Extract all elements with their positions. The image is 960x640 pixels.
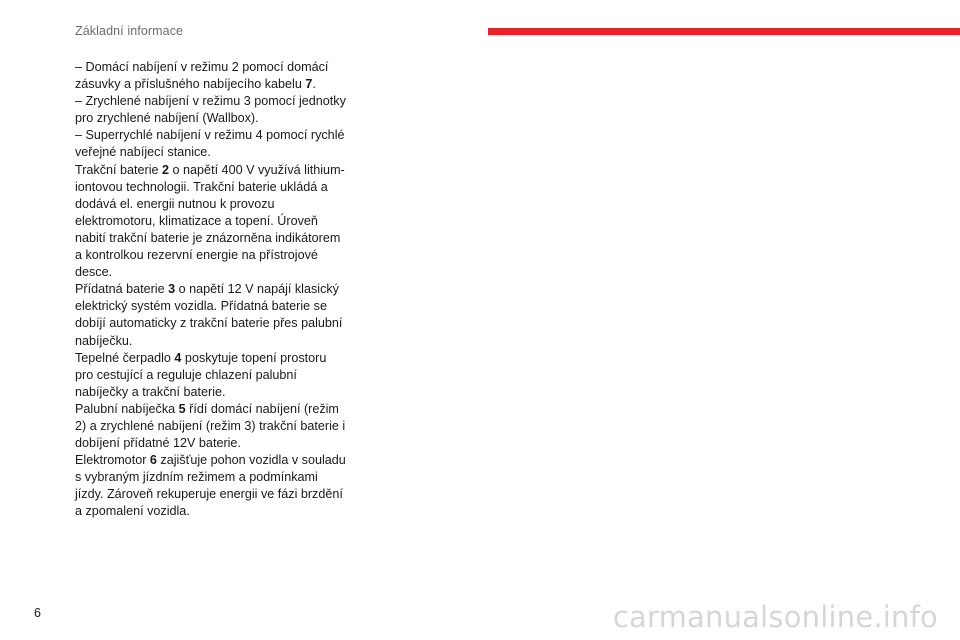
paragraph-text: řídí domácí nabíjení (režim 2) a zrychlené nabíjení (režim 3) trakční baterie i dobíjení přídatné 12V baterie.: [75, 401, 346, 451]
paragraph-text: o napětí 400 V využívá lithium-iontovou technologii. Trakční baterie ukládá a dodává el. energii nutnou k provozu elektromotoru, klimatizace a topení. Úroveň nabití trakční baterie je znázorněna indikátorem a kontrolkou rezervní energie na přístrojové desce.: [75, 162, 345, 280]
header-accent-bar: [488, 28, 960, 35]
callout-number: 2: [162, 162, 170, 177]
paragraph-text: Přídatná baterie: [75, 282, 169, 297]
paragraph-heat-pump: [75, 350, 347, 401]
paragraph-auxiliary-battery: [75, 281, 347, 349]
page-number: 6: [34, 606, 41, 620]
paragraph-text: Elektromotor: [75, 453, 150, 468]
section-title: Základní informace: [75, 24, 184, 38]
paragraph-electric-motor: [75, 452, 347, 520]
paragraph-text: o napětí 12 V napájí klasický elektrický systém vozidla. Přídatná baterie se dobíjí automaticky z trakční baterie přes palubní nabíječku.: [75, 282, 343, 348]
paragraph-charging-mode-4: [75, 127, 347, 161]
callout-number: 7: [305, 77, 313, 92]
paragraph-text: Tepelné čerpadlo: [75, 350, 175, 365]
paragraph-onboard-charger: [75, 401, 347, 452]
paragraph-text: – Superrychlé nabíjení v režimu 4 pomocí rychlé veřejné nabíjecí stanice.: [75, 128, 345, 160]
callout-number: 4: [174, 350, 182, 365]
paragraph-charging-mode-3: [75, 93, 347, 127]
callout-number: 5: [178, 401, 186, 416]
paragraph-text: zajišťuje pohon vozidla v souladu s vybraným jízdním režimem a podmínkami jízdy. Zároveň rekuperuje energii ve fázi brzdění a zpomalení vozidla.: [75, 453, 346, 519]
watermark: carmanualsonline.info: [612, 600, 938, 634]
paragraph-traction-battery: [75, 162, 347, 282]
paragraph-text: Palubní nabíječka: [75, 401, 179, 416]
paragraph-text: – Zrychlené nabíjení v režimu 3 pomocí jednotky pro zrychlené nabíjení (Wallbox).: [75, 94, 346, 126]
callout-number: 6: [149, 453, 157, 468]
paragraph-charging-mode-2: [75, 59, 347, 93]
callout-number: 3: [168, 282, 176, 297]
paragraph-text: Trakční baterie: [75, 162, 163, 177]
paragraph-text: .: [312, 77, 316, 92]
paragraph-text: poskytuje topení prostoru pro cestující a reguluje chlazení palubní nabíječky a trakční baterie.: [75, 350, 327, 399]
paragraph-text: – Domácí nabíjení v režimu 2 pomocí domácí zásuvky a příslušného nabíjecího kabelu: [75, 60, 329, 92]
body-text: [75, 59, 347, 521]
